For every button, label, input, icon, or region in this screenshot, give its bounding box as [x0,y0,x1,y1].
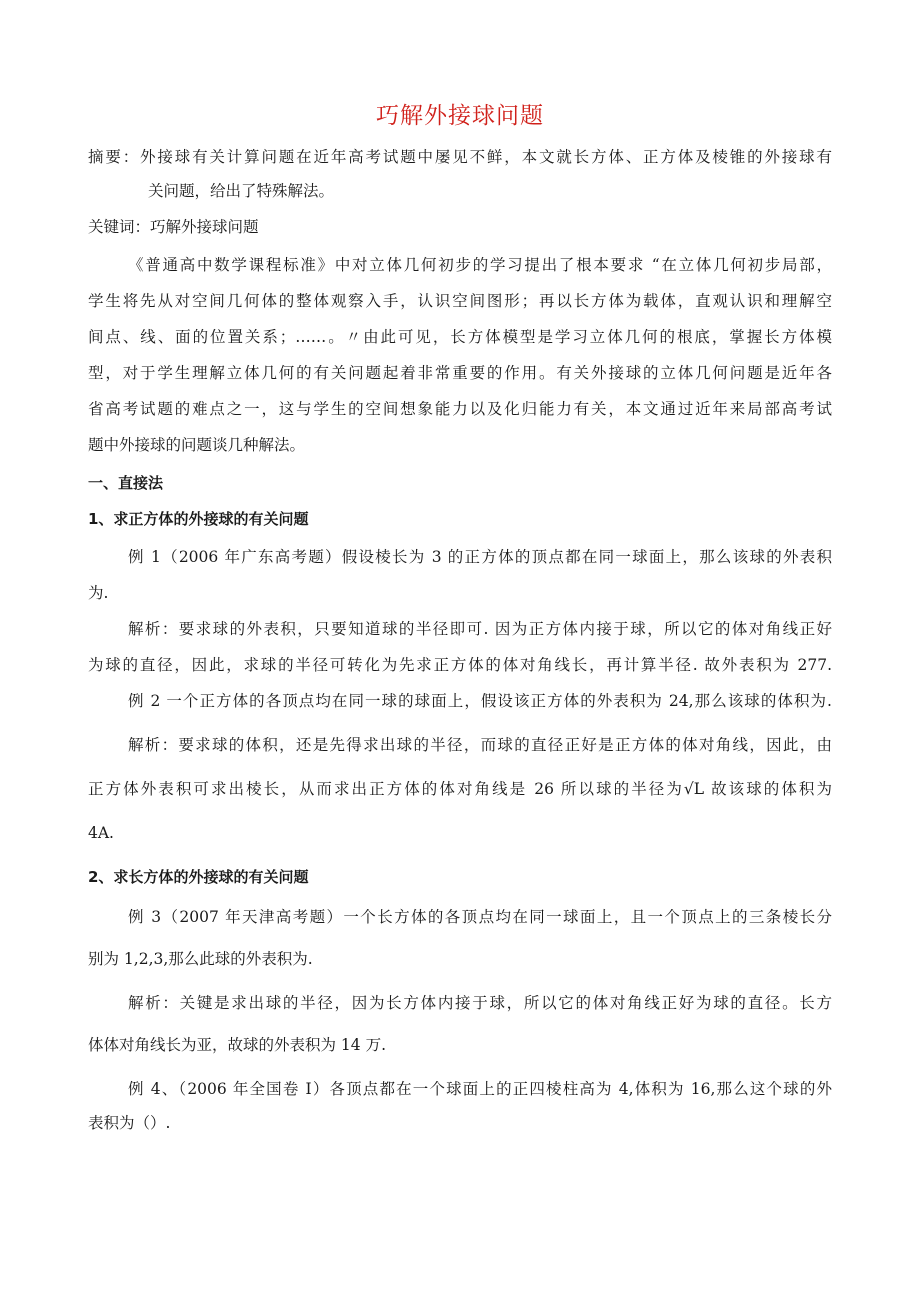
solution-line: 4A. [88,824,114,842]
solution-line: 解析：要求球的体积，还是先得求出球的半径，而球的直径正好是正方体的体对角线，因此，由 [128,736,832,754]
example-line: 例 3（2007 年天津高考题）一个长方体的各顶点均在同一球面上，且一个顶点上的三条棱长分 [128,908,832,926]
intro-line: 省高考试题的难点之一，这与学生的空间想象能力以及化归能力有关，本文通过近年来局部高考试 [88,400,832,418]
intro-line: 题中外接球的问题谈几种解法。 [88,436,306,454]
subsection-heading: 2、求长方体的外接球的有关问题 [88,868,309,886]
example-line: 例 2 一个正方体的各顶点均在同一球的球面上，假设该正方体的外表积为 24,那么该球的体积为. [128,692,832,710]
solution-line: 为球的直径，因此，求球的半径可转化为先求正方体的体对角线长，再计算半径. 故外表积为 277. [88,656,832,674]
intro-line: 学生将先从对空间几何体的整体观察入手，认识空间图形；再以长方体为载体，直观认识和理解空 [88,292,832,310]
intro-line: 间点、线、面的位置关系；……。〃由此可见，长方体模型是学习立体几何的根底，掌握长方体模 [88,328,832,346]
solution-line: 解析：关键是求出球的半径，因为长方体内接于球，所以它的体对角线正好为球的直径。长方 [128,994,832,1012]
example-line: 别为 1,2,3,那么此球的外表积为. [88,950,313,968]
keywords: 关键词：巧解外接球问题 [88,218,259,236]
solution-line: 体体对角线长为亚，故球的外表积为 14 万. [88,1036,387,1054]
section-heading: 一、直接法 [88,474,164,492]
abstract-line: 关问题，给出了特殊解法。 [148,182,335,200]
example-line: 表积为（）. [88,1114,171,1132]
document-title: 巧解外接球问题 [376,103,544,129]
example-line: 为. [88,584,109,602]
example-line: 例 1（2006 年广东高考题）假设棱长为 3 的正方体的顶点都在同一球面上，那么该球的外表积 [128,548,832,566]
solution-line: 正方体外表积可求出棱长，从而求出正方体的体对角线是 26 所以球的半径为√L 故该球的体积为 [88,780,832,798]
intro-line: 型，对于学生理解立体几何的有关问题起着非常重要的作用。有关外接球的立体几何问题是近年各 [88,364,832,382]
intro-line: 《普通高中数学课程标准》中对立体几何初步的学习提出了根本要求 “在立体几何初步局部， [128,256,832,274]
solution-line: 解析：要求球的外表积，只要知道球的半径即可. 因为正方体内接于球，所以它的体对角线正好 [128,620,832,638]
example-line: 例 4、（2006 年全国卷 I）各顶点都在一个球面上的正四棱柱高为 4,体积为 16,那么这个球的外 [128,1080,832,1098]
abstract-line: 摘要：外接球有关计算问题在近年高考试题中屡见不鲜，本文就长方体、正方体及棱锥的外接球有 [88,148,832,166]
subsection-heading: 1、求正方体的外接球的有关问题 [88,510,309,528]
